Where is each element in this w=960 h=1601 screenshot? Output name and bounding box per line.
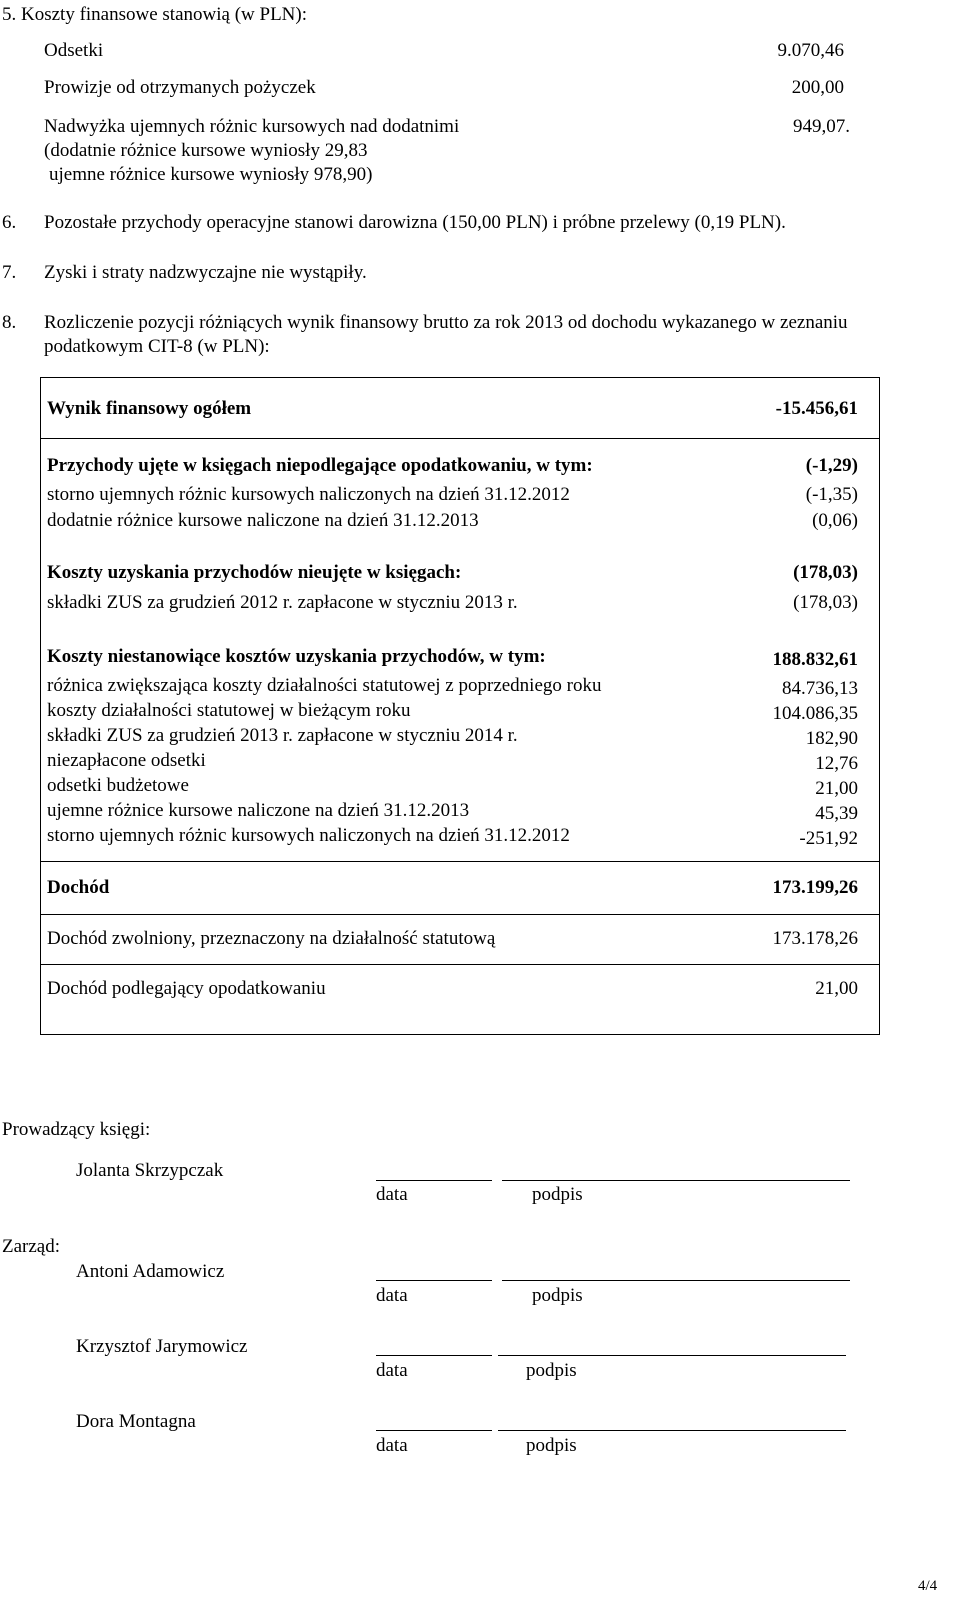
signature-caption: podpis — [526, 1360, 577, 1381]
table-row: storno ujemnych różnic kursowych naliczonych na dzień 31.12.2012 — [47, 484, 570, 505]
table-row: dodatnie różnice kursowe naliczone na dzień 31.12.2013 — [47, 510, 479, 531]
s5-note-2: ujemne różnice kursowe wyniosły 978,90) — [49, 164, 373, 185]
s5-nadwyzka-value: 949,07. — [793, 116, 850, 137]
table-row-value: 12,76 — [815, 753, 858, 774]
signature-caption: podpis — [532, 1285, 583, 1306]
s5-note-1: (dodatnie różnice kursowe wyniosły 29,83 — [44, 140, 368, 161]
signatory-name: Antoni Adamowicz — [76, 1261, 225, 1282]
date-line — [376, 1355, 492, 1356]
table-row-value: (178,03) — [793, 592, 858, 613]
section-8-line-2: podatkowym CIT-8 (w PLN): — [44, 336, 270, 357]
dochod-podlegajacy-value: 21,00 — [815, 978, 858, 999]
signature-line — [502, 1280, 850, 1281]
table-row-value: 84.736,13 — [782, 678, 858, 699]
table-row: koszty działalności statutowej w bieżącym roku — [47, 700, 411, 721]
table-row-value: -251,92 — [799, 828, 858, 849]
section-8-number: 8. — [2, 312, 17, 333]
s5-prowizje-label: Prowizje od otrzymanych pożyczek — [44, 77, 316, 98]
table-row-value: (0,06) — [812, 510, 858, 531]
section-5-heading: 5. Koszty finansowe stanowią (w PLN): — [2, 4, 308, 25]
signatory-name: Jolanta Skrzypczak — [76, 1160, 224, 1181]
section-8-line-1: Rozliczenie pozycji różniących wynik finansowy brutto za rok 2013 od dochodu wykazanego w zeznaniu — [44, 312, 848, 333]
signature-line — [502, 1180, 850, 1181]
table-row: ujemne różnice kursowe naliczone na dzień 31.12.2013 — [47, 800, 470, 821]
table-row: składki ZUS za grudzień 2013 r. zapłacone w styczniu 2014 r. — [47, 725, 518, 746]
s5-odsetki-label: Odsetki — [44, 40, 104, 61]
table-row: niezapłacone odsetki — [47, 750, 206, 771]
table-row: storno ujemnych różnic kursowych naliczonych na dzień 31.12.2012 — [47, 825, 570, 846]
table-divider — [41, 861, 879, 862]
date-caption: data — [376, 1184, 408, 1205]
table-row: składki ZUS za grudzień 2012 r. zapłacone w styczniu 2013 r. — [47, 592, 518, 613]
table-divider — [41, 438, 879, 439]
dochod-zwolniony-value: 173.178,26 — [772, 928, 858, 949]
date-line — [376, 1180, 492, 1181]
signatory-name: Dora Montagna — [76, 1411, 196, 1432]
section-6-text: Pozostałe przychody operacyjne stanowi darowizna (150,00 PLN) i próbne przelewy (0,19 PLN). — [44, 212, 786, 233]
signature-caption: podpis — [526, 1435, 577, 1456]
ksiegi-label: Prowadzący księgi: — [2, 1119, 151, 1140]
dochod-label: Dochód — [47, 877, 110, 898]
table-divider — [41, 914, 879, 915]
koszty-niestanowiace-label: Koszty niestanowiące kosztów uzyskania przychodów, w tym: — [47, 646, 546, 667]
przychody-value: (-1,29) — [805, 455, 858, 476]
table-row-value: 45,39 — [815, 803, 858, 824]
table-row-value: 104.086,35 — [772, 703, 858, 724]
wynik-label: Wynik finansowy ogółem — [47, 398, 252, 419]
date-caption: data — [376, 1285, 408, 1306]
dochod-value: 173.199,26 — [772, 877, 858, 898]
signature-line — [498, 1430, 846, 1431]
koszty-niestanowiace-value: 188.832,61 — [772, 649, 858, 670]
section-6-number: 6. — [2, 212, 17, 233]
date-caption: data — [376, 1360, 408, 1381]
date-line — [376, 1430, 492, 1431]
koszty-nieujete-value: (178,03) — [793, 562, 858, 583]
section-7-text: Zyski i straty nadzwyczajne nie wystąpiły. — [44, 262, 367, 283]
date-caption: data — [376, 1435, 408, 1456]
s5-prowizje-value: 200,00 — [791, 77, 844, 98]
signature-caption: podpis — [532, 1184, 583, 1205]
s5-odsetki-value: 9.070,46 — [777, 40, 844, 61]
date-line — [376, 1280, 492, 1281]
page-number: 4/4 — [918, 1578, 938, 1594]
koszty-nieujete-label: Koszty uzyskania przychodów nieujęte w księgach: — [47, 562, 462, 583]
table-row-value: 182,90 — [805, 728, 858, 749]
table-row-value: 21,00 — [815, 778, 858, 799]
przychody-label: Przychody ujęte w księgach niepodlegające opodatkowaniu, w tym: — [47, 455, 593, 476]
s5-nadwyzka-label: Nadwyżka ujemnych różnic kursowych nad dodatnimi — [44, 116, 460, 137]
wynik-value: -15.456,61 — [775, 398, 858, 419]
signatory-name: Krzysztof Jarymowicz — [76, 1336, 248, 1357]
dochod-zwolniony-label: Dochód zwolniony, przeznaczony na działalność statutową — [47, 928, 496, 949]
table-row: różnica zwiększająca koszty działalności statutowej z poprzedniego roku — [47, 675, 602, 696]
table-row: odsetki budżetowe — [47, 775, 189, 796]
section-7-number: 7. — [2, 262, 17, 283]
dochod-podlegajacy-label: Dochód podlegający opodatkowaniu — [47, 978, 326, 999]
zarzad-label: Zarząd: — [2, 1236, 61, 1257]
table-row-value: (-1,35) — [805, 484, 858, 505]
signature-line — [498, 1355, 846, 1356]
table-divider — [41, 964, 879, 965]
